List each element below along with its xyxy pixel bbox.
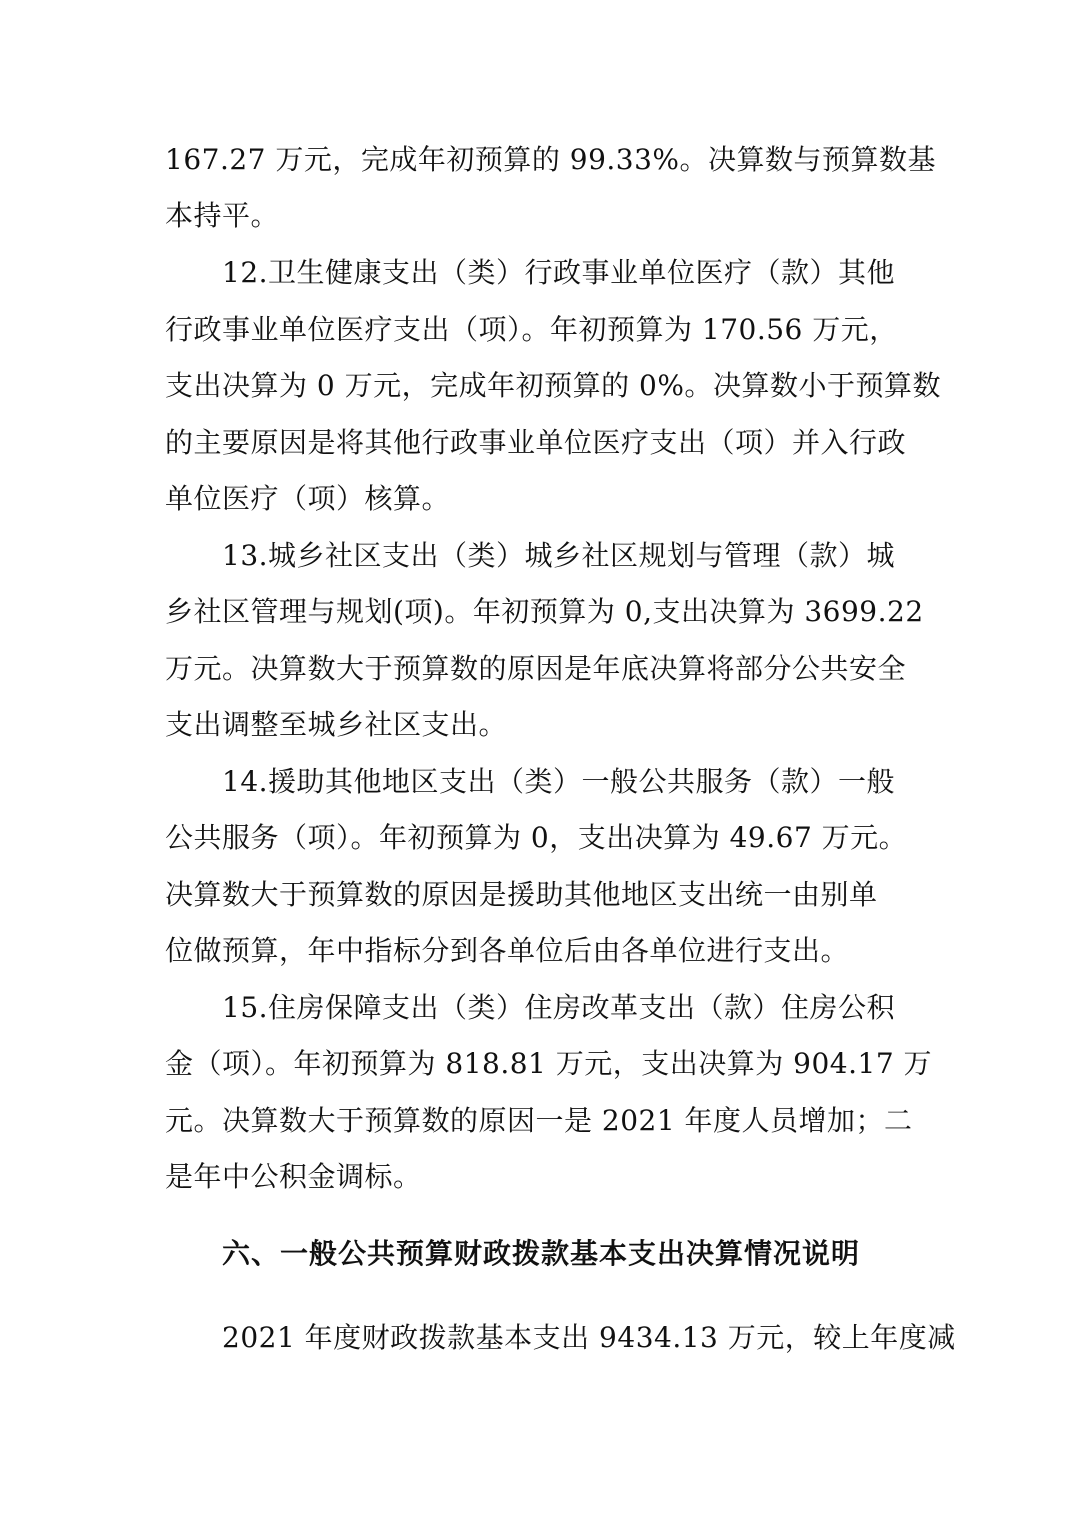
text-line: 是年中公积金调标。 xyxy=(165,1160,422,1193)
text-line: 167.27 万元，完成年初预算的 99.33%。决算数与预算数基 xyxy=(165,143,937,176)
paragraph-14-start: 14.援助其他地区支出（类）一般公共服务（款）一般 xyxy=(222,765,896,798)
paragraph-12-start: 12.卫生健康支出（类）行政事业单位医疗（款）其他 xyxy=(222,256,896,289)
text-line: 元。决算数大于预算数的原因一是 2021 年度人员增加；二 xyxy=(165,1104,913,1137)
text-line: 乡社区管理与规划(项)。年初预算为 0,支出决算为 3699.22 xyxy=(165,595,924,628)
text-line: 本持平。 xyxy=(165,199,280,232)
text-line: 的主要原因是将其他行政事业单位医疗支出（项）并入行政 xyxy=(165,426,907,459)
text-line: 公共服务（项）。年初预算为 0，支出决算为 49.67 万元。 xyxy=(165,821,908,854)
text-line: 支出调整至城乡社区支出。 xyxy=(165,708,508,741)
text-line: 行政事业单位医疗支出（项）。年初预算为 170.56 万元， xyxy=(165,313,898,346)
text-line: 万元。决算数大于预算数的原因是年底决算将部分公共安全 xyxy=(165,652,907,685)
text-line: 金（项）。年初预算为 818.81 万元，支出决算为 904.17 万 xyxy=(165,1047,933,1080)
closing-paragraph-start: 2021 年度财政拨款基本支出 9434.13 万元，较上年度减 xyxy=(222,1321,956,1354)
text-line: 决算数大于预算数的原因是援助其他地区支出统一由别单 xyxy=(165,878,878,911)
text-line: 单位医疗（项）核算。 xyxy=(165,482,451,515)
text-line: 支出决算为 0 万元，完成年初预算的 0%。决算数小于预算数 xyxy=(165,369,941,402)
section-heading: 六、一般公共预算财政拨款基本支出决算情况说明 xyxy=(222,1237,861,1270)
text-line: 位做预算，年中指标分到各单位后由各单位进行支出。 xyxy=(165,934,850,967)
paragraph-13-start: 13.城乡社区支出（类）城乡社区规划与管理（款）城 xyxy=(222,539,896,572)
paragraph-15-start: 15.住房保障支出（类）住房改革支出（款）住房公积 xyxy=(222,991,896,1024)
